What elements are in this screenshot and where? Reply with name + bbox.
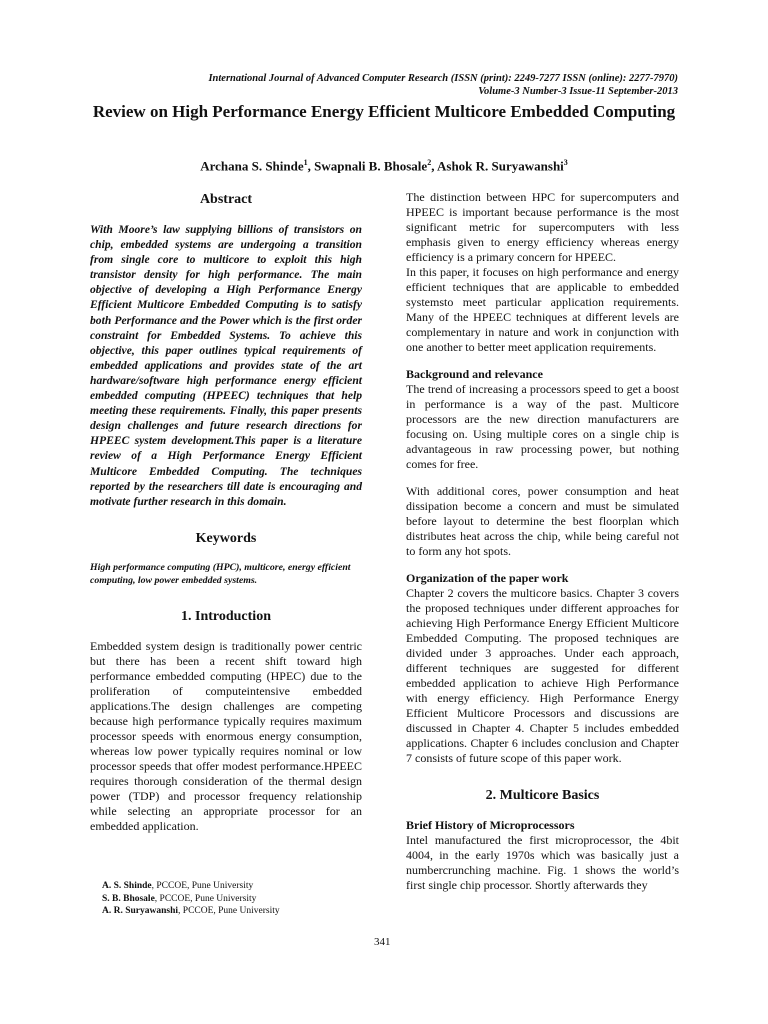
author-affiliation-mark: 1: [303, 158, 308, 167]
author-name: Ashok R. Suryawanshi: [437, 158, 564, 174]
power-heat-paragraph: With additional cores, power consumption and heat dissipation become a concern and must be simulated before layout to determine the best floorplan which distributes heat across the chip, while being careful not to form any hot spots.: [406, 484, 679, 558]
microprocessor-history-paragraph: Intel manufactured the first microprocessor, the 4bit 4004, in the early 1970s which was basically just a numbercrunching machine. Fig. 1 shows the world’s first single chip processor. Shortly afterwards they: [406, 833, 679, 892]
author-affiliation-mark: 2: [427, 158, 432, 167]
journal-header: [130, 72, 678, 98]
left-column: [90, 190, 362, 834]
journal-volume-line: Volume-3 Number-3 Issue-11 September-2013: [478, 86, 678, 97]
author-name: Swapnali B. Bhosale: [314, 158, 428, 174]
footnote-author-name: A. R. Suryawanshi: [102, 906, 179, 916]
multicore-basics-heading: 2. Multicore Basics: [485, 788, 600, 803]
paper-title: Review on High Performance Energy Efficient Multicore Embedded Computing: [92, 102, 676, 121]
introduction-text: Embedded system design is traditionally power centric but there has been a recent shift toward high performance embedded computing (HPEC) due to the proliferation of computeintensive embedded applications.The design challenges are competing because high performance typically requires maximum processor speeds with enormous energy consumption, whereas low power typically requires nominal or low processor speeds that offer modest performance.HPEEC requires thorough consideration of the thermal design power (TDP) and processor frequency relationship while selecting an appropriate processor for an embedded application.: [90, 638, 362, 833]
introduction-heading: 1. Introduction: [181, 608, 271, 624]
paper-focus-paragraph: In this paper, it focuses on high performance and energy efficient techniques that are applicable to embedded systemsto meet particular application requirements. Many of the HPEEC techniques at different levels are complementary in nature and work in conjunction with one another to better meet application requirements.: [406, 265, 679, 354]
keywords-heading: Keywords: [195, 530, 257, 546]
keywords-text: High performance computing (HPC), multicore, energy efficient computing, low power embedded systems.: [90, 561, 351, 586]
footnote-affiliation: , PCCOE, Pune University: [151, 881, 254, 891]
right-column: [406, 190, 679, 893]
microprocessor-history-heading: Brief History of Microprocessors: [406, 818, 575, 832]
page-number: 341: [374, 936, 391, 948]
author-affiliations-footnote: [102, 880, 280, 918]
author-name: Archana S. Shinde: [200, 158, 304, 174]
abstract-heading: Abstract: [199, 192, 253, 207]
footnote-entry: [102, 893, 280, 906]
organization-paragraph: Chapter 2 covers the multicore basics. Chapter 3 covers the proposed techniques under different approaches for achieving High Performance Energy Efficient Multicore Embedded Computing. The proposed techniques are divided under 3 approaches. Under each approach, different techniques are suggested for different embedded application to achieve High Performance with energy efficiency. High Performance Energy Efficient Multicore Processors and discussions are discussed in Chapter 4. Chapter 5 includes embedded applications. Chapter 6 includes conclusion and Chapter 7 consists of future scope of this paper work.: [406, 586, 679, 765]
author-list: [86, 158, 682, 174]
background-paragraph: The trend of increasing a processors speed to get a boost in performance is a way of the past. Multicore processors are the new direction manufacturers are focusing on. Using multiple cores on a single chip is advantageous in raw processing power, but nothing comes for free.: [406, 382, 679, 471]
footnote-entry: [102, 880, 280, 893]
author-affiliation-mark: 3: [563, 158, 568, 167]
hpc-distinction-paragraph: The distinction between HPC for supercomputers and HPEEC is important because performance is the most significant metric for supercomputers with less emphasis given to energy efficiency whereas energy efficiency is a primary concern for HPEEC.: [406, 190, 679, 264]
footnote-entry: [102, 905, 280, 918]
background-heading: Background and relevance: [406, 367, 543, 381]
author-separator: ,: [307, 158, 315, 174]
footnote-affiliation: , PCCOE, Pune University: [154, 893, 257, 904]
organization-heading: Organization of the paper work: [406, 571, 569, 585]
author-separator: ,: [431, 158, 437, 174]
abstract-text: With Moore’s law supplying billions of transistors on chip, embedded systems are undergoing a transition from single core to multicore to exploit this high transistor density for high performance. The main objective of developing a High Performance Energy Efficient Multicore Embedded Computing is to satisfy both Performance and the Power which is the first order constraint for Embedded Systems. To achieve this objective, this paper outlines typical requirements of embedded applications and provides state of the art hardware/software high performance energy efficient embedded computing (HPEEC) techniques that help meeting these requirements. Finally, this paper presents design challenges and future research directions for HPEEC system development.This paper is a literature review of a High Performance Energy Efficient Multicore Embedded Computing. The techniques reported by the researchers till date is encouraging and motivate further research in this domain.: [90, 223, 362, 508]
footnote-author-name: S. B. Bhosale: [102, 893, 155, 904]
journal-issn-line: International Journal of Advanced Computer Research (ISSN (print): 2249-7277 ISSN (online): 2277-7970): [208, 73, 678, 84]
footnote-author-name: A. S. Shinde: [102, 881, 152, 891]
footnote-affiliation: , PCCOE, Pune University: [178, 906, 280, 916]
